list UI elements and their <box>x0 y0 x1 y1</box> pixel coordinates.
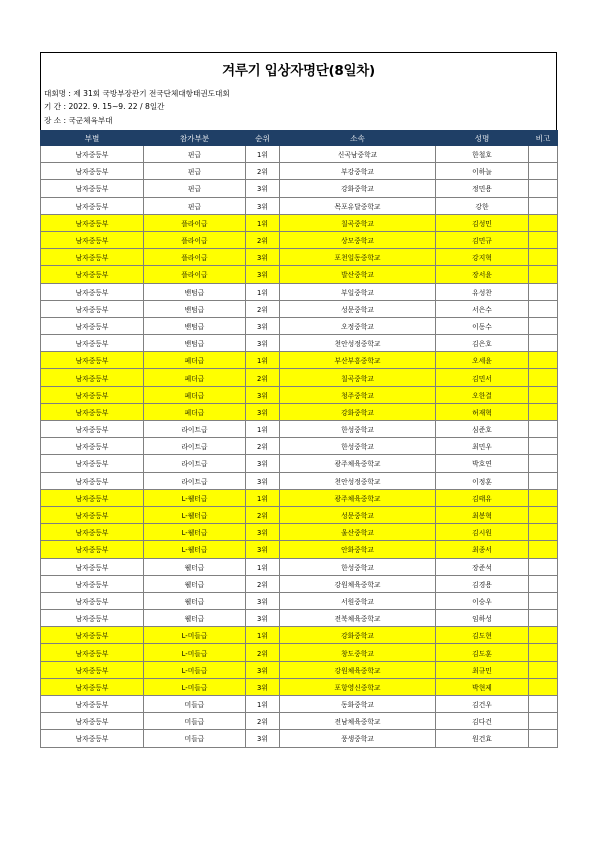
rank-cell: 2위 <box>246 300 280 317</box>
affiliation-cell: 성문중학교 <box>280 300 436 317</box>
table-row <box>41 575 558 592</box>
rank-cell: 3위 <box>246 455 280 472</box>
affiliation-cell: 한성중학교 <box>280 438 436 455</box>
rank-cell: 2위 <box>246 438 280 455</box>
affiliation-cell: 천안성정중학교 <box>280 335 436 352</box>
division-cell: 남자중등부 <box>41 678 144 695</box>
division-cell: 남자중등부 <box>41 438 144 455</box>
table-row <box>41 386 558 403</box>
event-place: 장 소 : 국군체육부대 <box>44 115 113 125</box>
category-cell: 밴텀급 <box>144 300 246 317</box>
name-cell: 김건우 <box>436 696 529 713</box>
remarks-cell <box>529 180 558 197</box>
table-row <box>41 283 558 300</box>
table-row <box>41 661 558 678</box>
affiliation-cell: 전북체육중학교 <box>280 610 436 627</box>
division-cell: 남자중등부 <box>41 369 144 386</box>
affiliation-cell: 전남체육중학교 <box>280 713 436 730</box>
remarks-cell <box>529 575 558 592</box>
category-cell: L-미들급 <box>144 661 246 678</box>
affiliation-cell: 한성중학교 <box>280 421 436 438</box>
category-cell: 웰터급 <box>144 575 246 592</box>
name-cell: 김경용 <box>436 575 529 592</box>
rank-cell: 1위 <box>246 421 280 438</box>
name-cell: 서은수 <box>436 300 529 317</box>
category-cell: 페더급 <box>144 352 246 369</box>
category-cell: L-웰터급 <box>144 524 246 541</box>
affiliation-cell: 동화중학교 <box>280 696 436 713</box>
table-row <box>41 403 558 420</box>
affiliation-cell: 강화중학교 <box>280 180 436 197</box>
category-cell: L-웰터급 <box>144 541 246 558</box>
affiliation-cell: 안화중학교 <box>280 541 436 558</box>
category-cell: 라이트급 <box>144 421 246 438</box>
category-cell: 웰터급 <box>144 610 246 627</box>
affiliation-cell: 광주체육중학교 <box>280 455 436 472</box>
table-row <box>41 558 558 575</box>
remarks-cell <box>529 524 558 541</box>
division-cell: 남자중등부 <box>41 592 144 609</box>
remarks-cell <box>529 317 558 334</box>
remarks-cell <box>529 730 558 747</box>
category-cell: 웰터급 <box>144 592 246 609</box>
rank-cell: 2위 <box>246 575 280 592</box>
division-cell: 남자중등부 <box>41 713 144 730</box>
category-cell: 핀급 <box>144 146 246 163</box>
affiliation-cell: 상모중학교 <box>280 231 436 248</box>
remarks-cell <box>529 678 558 695</box>
division-cell: 남자중등부 <box>41 283 144 300</box>
category-cell: 페더급 <box>144 403 246 420</box>
table-row <box>41 421 558 438</box>
name-cell: 박호연 <box>436 455 529 472</box>
table-row <box>41 180 558 197</box>
table-row <box>41 506 558 523</box>
rank-cell: 3위 <box>246 386 280 403</box>
affiliation-cell: 강원체육중학교 <box>280 661 436 678</box>
name-cell: 임하성 <box>436 610 529 627</box>
division-cell: 남자중등부 <box>41 180 144 197</box>
category-cell: L-웰터급 <box>144 506 246 523</box>
division-cell: 남자중등부 <box>41 197 144 214</box>
name-cell: 장준석 <box>436 558 529 575</box>
remarks-cell <box>529 369 558 386</box>
remarks-cell <box>529 300 558 317</box>
remarks-cell <box>529 713 558 730</box>
affiliation-cell: 천안성정중학교 <box>280 472 436 489</box>
table-row <box>41 146 558 163</box>
name-cell: 오세윤 <box>436 352 529 369</box>
name-cell: 김시원 <box>436 524 529 541</box>
division-cell: 남자중등부 <box>41 696 144 713</box>
table-row <box>41 730 558 747</box>
category-cell: L-미들급 <box>144 678 246 695</box>
remarks-cell <box>529 163 558 180</box>
affiliation-cell: 칠곡중학교 <box>280 369 436 386</box>
division-cell: 남자중등부 <box>41 317 144 334</box>
table-row <box>41 592 558 609</box>
rank-cell: 1위 <box>246 489 280 506</box>
rank-cell: 2위 <box>246 644 280 661</box>
name-cell: 원건효 <box>436 730 529 747</box>
division-cell: 남자중등부 <box>41 335 144 352</box>
category-cell: L-웰터급 <box>144 489 246 506</box>
division-cell: 남자중등부 <box>41 730 144 747</box>
remarks-cell <box>529 438 558 455</box>
name-cell: 최규민 <box>436 661 529 678</box>
remarks-cell <box>529 627 558 644</box>
page-title: 겨루기 입상자명단(8일차) <box>222 63 375 79</box>
division-cell: 남자중등부 <box>41 455 144 472</box>
results-table <box>40 130 558 748</box>
affiliation-cell: 부강중학교 <box>280 163 436 180</box>
rank-cell: 3위 <box>246 730 280 747</box>
name-cell: 허재혁 <box>436 403 529 420</box>
division-cell: 남자중등부 <box>41 214 144 231</box>
col-header-division: 부별 <box>41 131 144 146</box>
remarks-cell <box>529 610 558 627</box>
affiliation-cell: 성문중학교 <box>280 506 436 523</box>
affiliation-cell: 강화중학교 <box>280 403 436 420</box>
affiliation-cell: 오정중학교 <box>280 317 436 334</box>
affiliation-cell: 포천일동중학교 <box>280 249 436 266</box>
rank-cell: 3위 <box>246 524 280 541</box>
name-cell: 이승우 <box>436 592 529 609</box>
category-cell: 핀급 <box>144 180 246 197</box>
division-cell: 남자중등부 <box>41 472 144 489</box>
remarks-cell <box>529 696 558 713</box>
table-row <box>41 249 558 266</box>
affiliation-cell: 풍생중학교 <box>280 730 436 747</box>
rank-cell: 1위 <box>246 558 280 575</box>
rank-cell: 2위 <box>246 713 280 730</box>
table-row <box>41 644 558 661</box>
table-row <box>41 369 558 386</box>
name-cell: 오한결 <box>436 386 529 403</box>
table-row <box>41 627 558 644</box>
name-cell: 유성찬 <box>436 283 529 300</box>
rank-cell: 1위 <box>246 146 280 163</box>
table-row <box>41 696 558 713</box>
category-cell: 밴텀급 <box>144 317 246 334</box>
col-header-name: 성명 <box>436 131 529 146</box>
name-cell: 이정훈 <box>436 472 529 489</box>
name-cell: 강한 <box>436 197 529 214</box>
division-cell: 남자중등부 <box>41 386 144 403</box>
name-cell: 최종서 <box>436 541 529 558</box>
table-row <box>41 678 558 695</box>
remarks-cell <box>529 661 558 678</box>
affiliation-cell: 부일중학교 <box>280 283 436 300</box>
category-cell: 핀급 <box>144 197 246 214</box>
affiliation-cell: 울산중학교 <box>280 524 436 541</box>
division-cell: 남자중등부 <box>41 403 144 420</box>
rank-cell: 1위 <box>246 352 280 369</box>
name-cell: 박현제 <box>436 678 529 695</box>
rank-cell: 1위 <box>246 214 280 231</box>
rank-cell: 3위 <box>246 197 280 214</box>
remarks-cell <box>529 644 558 661</box>
category-cell: 밴텀급 <box>144 283 246 300</box>
category-cell: 웰터급 <box>144 558 246 575</box>
rank-cell: 3위 <box>246 403 280 420</box>
col-header-category: 참가부분 <box>144 131 246 146</box>
rank-cell: 3위 <box>246 678 280 695</box>
category-cell: 미들급 <box>144 730 246 747</box>
affiliation-cell: 발산중학교 <box>280 266 436 283</box>
remarks-cell <box>529 455 558 472</box>
rank-cell: 3위 <box>246 610 280 627</box>
category-cell: 페더급 <box>144 386 246 403</box>
division-cell: 남자중등부 <box>41 506 144 523</box>
rank-cell: 3위 <box>246 317 280 334</box>
col-header-remarks: 비고 <box>529 131 558 146</box>
affiliation-cell: 서원중학교 <box>280 592 436 609</box>
table-row <box>41 541 558 558</box>
remarks-cell <box>529 592 558 609</box>
rank-cell: 2위 <box>246 369 280 386</box>
table-row <box>41 197 558 214</box>
table-row <box>41 455 558 472</box>
name-cell: 최봉혁 <box>436 506 529 523</box>
division-cell: 남자중등부 <box>41 489 144 506</box>
division-cell: 남자중등부 <box>41 558 144 575</box>
category-cell: L-미들급 <box>144 627 246 644</box>
division-cell: 남자중등부 <box>41 146 144 163</box>
remarks-cell <box>529 266 558 283</box>
division-cell: 남자중등부 <box>41 541 144 558</box>
division-cell: 남자중등부 <box>41 300 144 317</box>
affiliation-cell: 부산부흥중학교 <box>280 352 436 369</box>
affiliation-cell: 신곡남중학교 <box>280 146 436 163</box>
name-cell: 이동수 <box>436 317 529 334</box>
name-cell: 김성민 <box>436 214 529 231</box>
col-header-affiliation: 소속 <box>280 131 436 146</box>
rank-cell: 2위 <box>246 506 280 523</box>
remarks-cell <box>529 231 558 248</box>
remarks-cell <box>529 558 558 575</box>
rank-cell: 2위 <box>246 231 280 248</box>
category-cell: 밴텀급 <box>144 335 246 352</box>
category-cell: 플라이급 <box>144 249 246 266</box>
division-cell: 남자중등부 <box>41 524 144 541</box>
remarks-cell <box>529 283 558 300</box>
division-cell: 남자중등부 <box>41 627 144 644</box>
category-cell: 미들급 <box>144 713 246 730</box>
affiliation-cell: 포항영신중학교 <box>280 678 436 695</box>
remarks-cell <box>529 146 558 163</box>
table-row <box>41 610 558 627</box>
table-row <box>41 352 558 369</box>
name-cell: 한철호 <box>436 146 529 163</box>
category-cell: 라이트급 <box>144 438 246 455</box>
rank-cell: 3위 <box>246 266 280 283</box>
name-cell: 김태유 <box>436 489 529 506</box>
division-cell: 남자중등부 <box>41 231 144 248</box>
name-cell: 정민용 <box>436 180 529 197</box>
remarks-cell <box>529 214 558 231</box>
rank-cell: 2위 <box>246 163 280 180</box>
remarks-cell <box>529 352 558 369</box>
category-cell: 라이트급 <box>144 472 246 489</box>
rank-cell: 3위 <box>246 592 280 609</box>
rank-cell: 1위 <box>246 283 280 300</box>
affiliation-cell: 청주중학교 <box>280 386 436 403</box>
table-row <box>41 472 558 489</box>
rank-cell: 1위 <box>246 627 280 644</box>
table-row <box>41 266 558 283</box>
name-cell: 장서윤 <box>436 266 529 283</box>
table-row <box>41 214 558 231</box>
affiliation-cell: 강원체육중학교 <box>280 575 436 592</box>
affiliation-cell: 광주체육중학교 <box>280 489 436 506</box>
division-cell: 남자중등부 <box>41 661 144 678</box>
division-cell: 남자중등부 <box>41 644 144 661</box>
remarks-cell <box>529 197 558 214</box>
rank-cell: 1위 <box>246 696 280 713</box>
affiliation-cell: 창도중학교 <box>280 644 436 661</box>
table-row <box>41 489 558 506</box>
remarks-cell <box>529 403 558 420</box>
division-cell: 남자중등부 <box>41 249 144 266</box>
event-period: 기 간 : 2022. 9. 15~9. 22 / 8일간 <box>44 102 165 112</box>
name-cell: 김민규 <box>436 231 529 248</box>
division-cell: 남자중등부 <box>41 266 144 283</box>
table-row <box>41 438 558 455</box>
title-box <box>40 52 557 85</box>
rank-cell: 3위 <box>246 180 280 197</box>
name-cell: 강지혁 <box>436 249 529 266</box>
remarks-cell <box>529 472 558 489</box>
division-cell: 남자중등부 <box>41 575 144 592</box>
header-row <box>41 131 558 146</box>
name-cell: 김민서 <box>436 369 529 386</box>
category-cell: 플라이급 <box>144 214 246 231</box>
category-cell: 미들급 <box>144 696 246 713</box>
table-row <box>41 713 558 730</box>
remarks-cell <box>529 386 558 403</box>
rank-cell: 3위 <box>246 249 280 266</box>
table-row <box>41 317 558 334</box>
remarks-cell <box>529 249 558 266</box>
category-cell: 핀급 <box>144 163 246 180</box>
division-cell: 남자중등부 <box>41 352 144 369</box>
category-cell: 플라이급 <box>144 266 246 283</box>
name-cell: 김다건 <box>436 713 529 730</box>
table-row <box>41 335 558 352</box>
name-cell: 김도훈 <box>436 644 529 661</box>
remarks-cell <box>529 421 558 438</box>
affiliation-cell: 칠곡중학교 <box>280 214 436 231</box>
remarks-cell <box>529 541 558 558</box>
remarks-cell <box>529 489 558 506</box>
name-cell: 심준호 <box>436 421 529 438</box>
rank-cell: 3위 <box>246 541 280 558</box>
col-header-rank: 순위 <box>246 131 280 146</box>
results-sheet <box>40 52 557 748</box>
name-cell: 최민우 <box>436 438 529 455</box>
rank-cell: 3위 <box>246 335 280 352</box>
division-cell: 남자중등부 <box>41 163 144 180</box>
affiliation-cell: 강화중학교 <box>280 627 436 644</box>
division-cell: 남자중등부 <box>41 610 144 627</box>
rank-cell: 3위 <box>246 661 280 678</box>
affiliation-cell: 한성중학교 <box>280 558 436 575</box>
table-row <box>41 524 558 541</box>
table-row <box>41 231 558 248</box>
event-name: 대회명 : 제 31회 국방부장관기 전국단체대항태권도대회 <box>44 89 230 98</box>
table-row <box>41 300 558 317</box>
event-info <box>40 85 557 130</box>
affiliation-cell: 목포유달중학교 <box>280 197 436 214</box>
name-cell: 김은호 <box>436 335 529 352</box>
rank-cell: 3위 <box>246 472 280 489</box>
name-cell: 이하늘 <box>436 163 529 180</box>
category-cell: 라이트급 <box>144 455 246 472</box>
remarks-cell <box>529 506 558 523</box>
name-cell: 김도현 <box>436 627 529 644</box>
category-cell: 플라이급 <box>144 231 246 248</box>
table-row <box>41 163 558 180</box>
category-cell: L-미들급 <box>144 644 246 661</box>
division-cell: 남자중등부 <box>41 421 144 438</box>
category-cell: 페더급 <box>144 369 246 386</box>
remarks-cell <box>529 335 558 352</box>
